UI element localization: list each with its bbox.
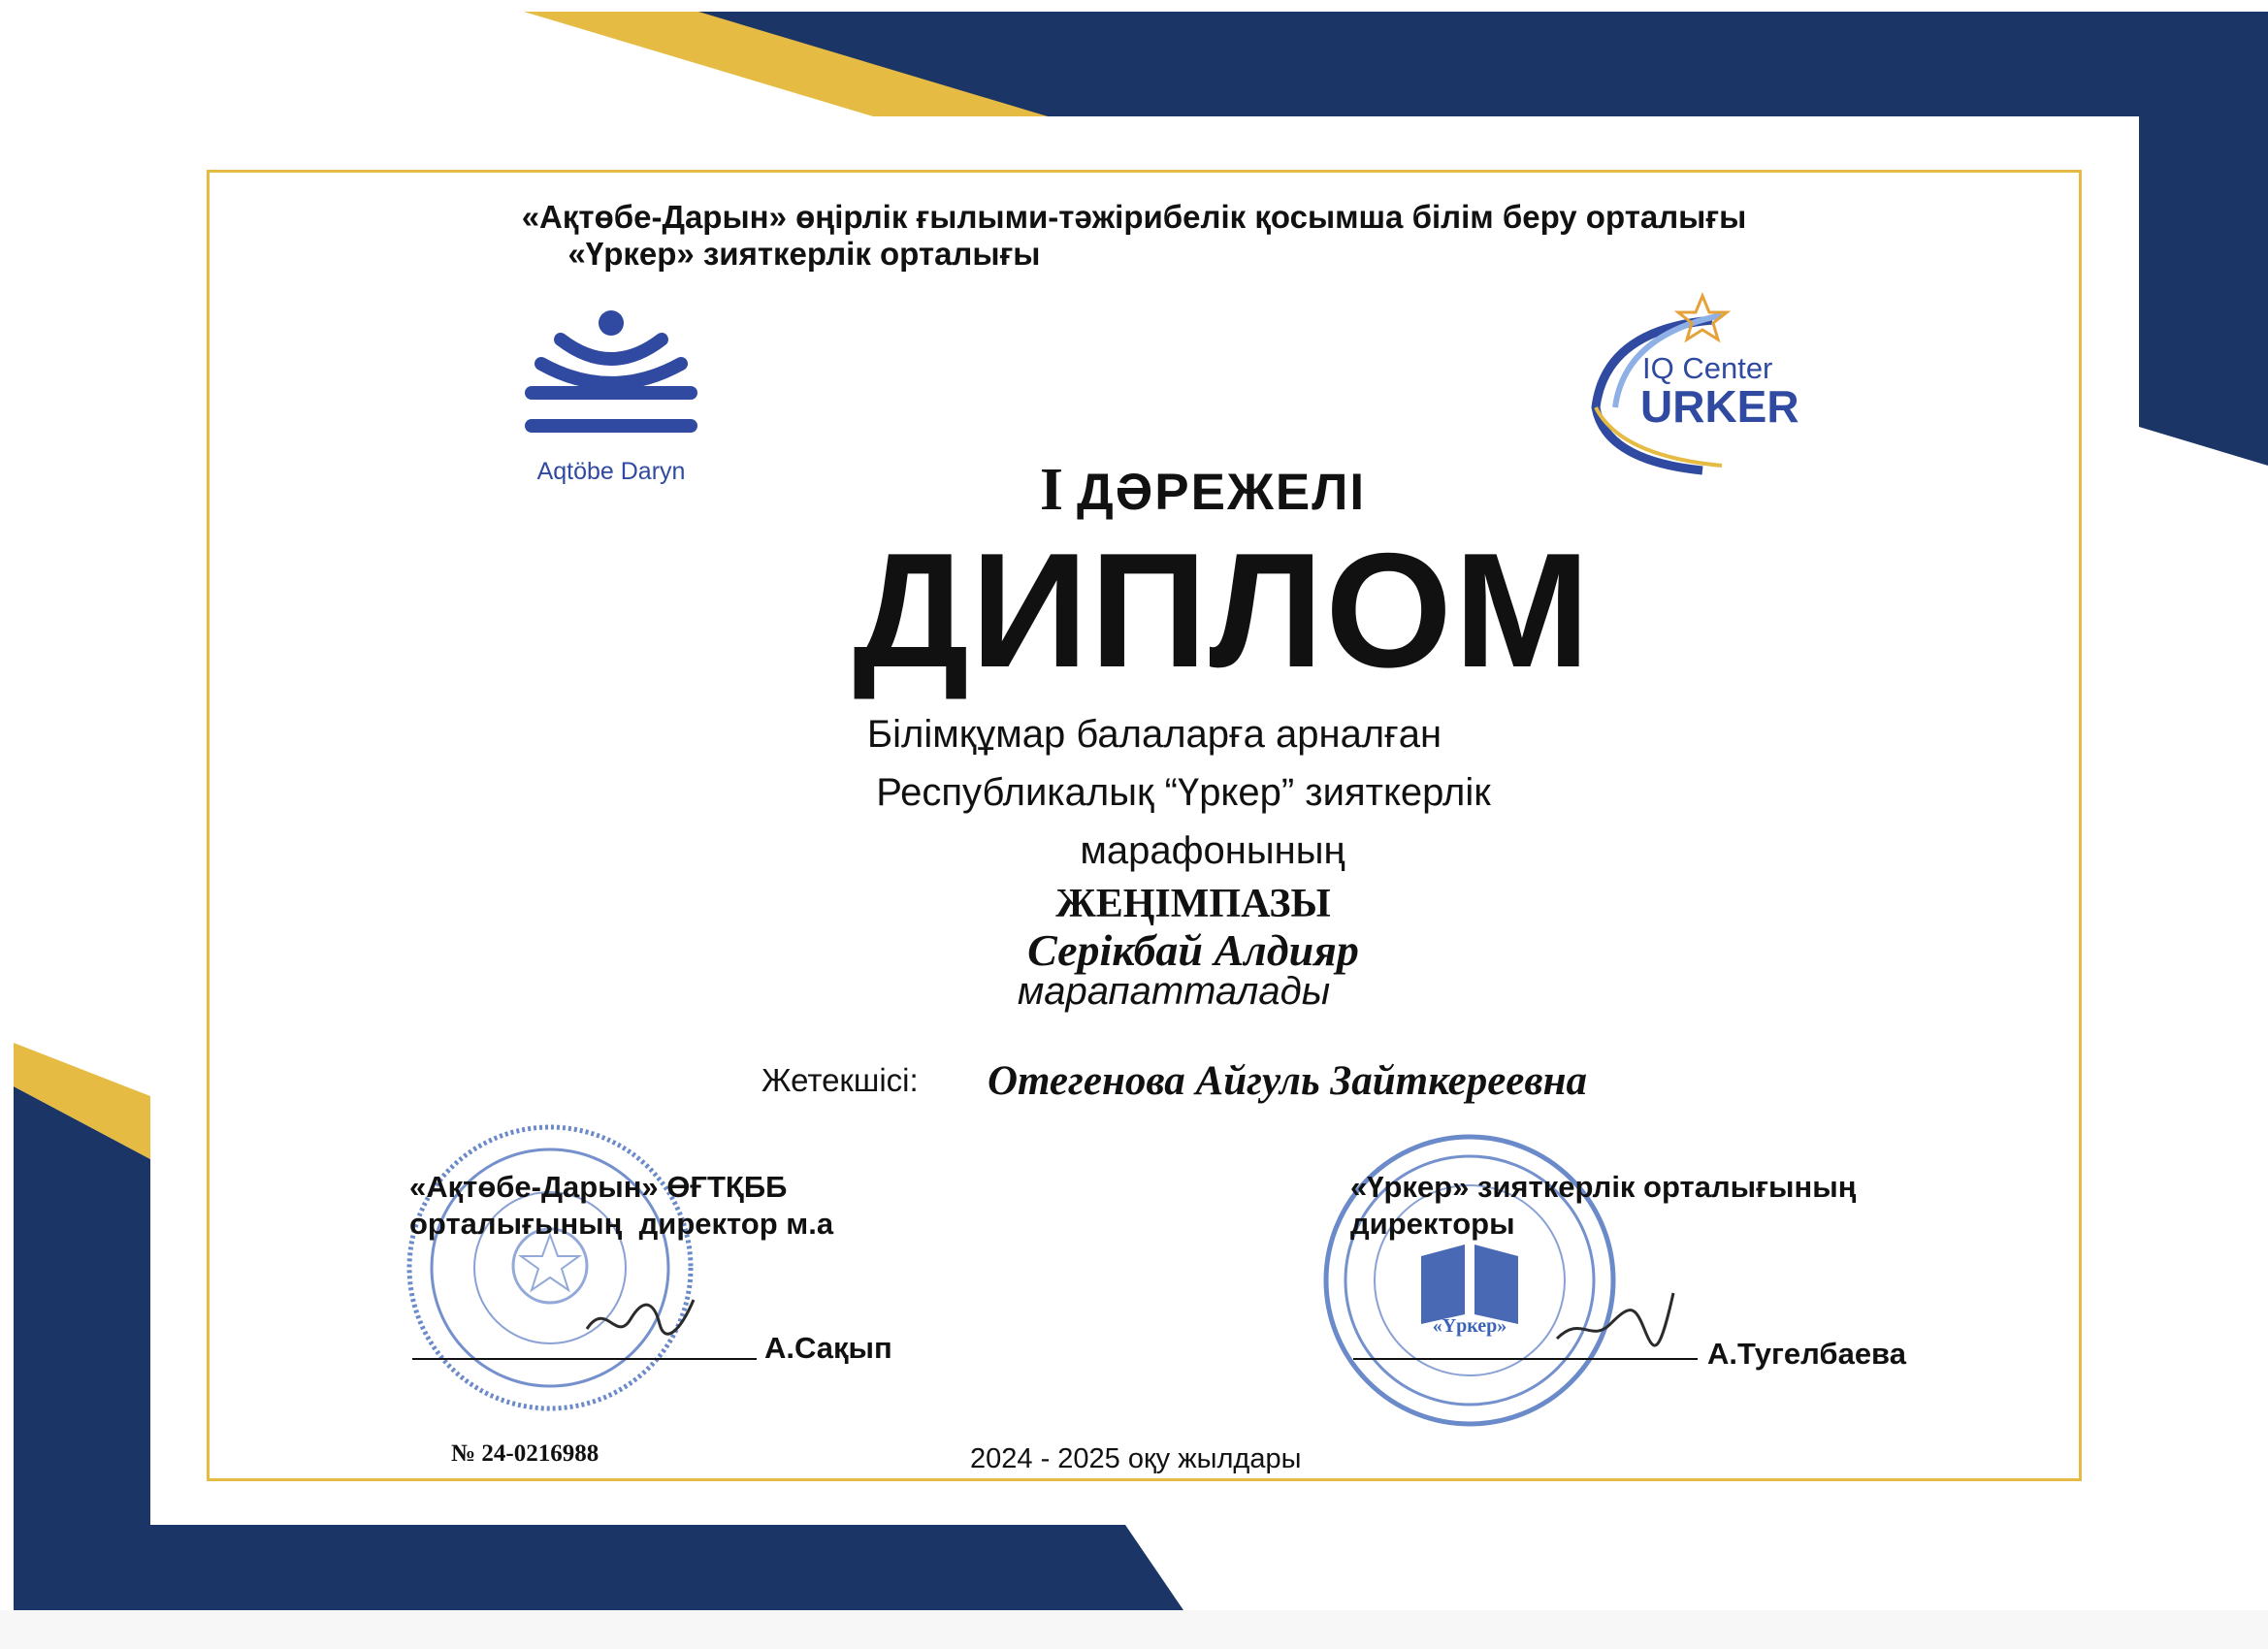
iq-center-text: IQ Center [1642, 351, 1773, 385]
right-stamp-text: «Үркер» [1432, 1315, 1507, 1337]
center-title: «Үркер» зияткерлік орталығы [567, 236, 1041, 272]
right-signatory-role [1350, 1169, 1856, 1243]
supervisor-name: Отегенова Айгуль Зайткереевна [988, 1058, 1587, 1104]
diploma-title: ДИПЛОМ [853, 519, 1592, 701]
degree-roman: I [1039, 457, 1066, 523]
right-signature-line [1353, 1358, 1698, 1360]
aqtobe-daryn-logo-text: Aqtöbe Daryn [536, 458, 686, 485]
waves-logo-icon [514, 306, 708, 441]
organization-title: «Ақтөбе-Дарын» өңірлік ғылыми-тәжірибелік қосымша білім беру орталығы [521, 199, 1747, 235]
left-handwritten-signature [582, 1290, 698, 1348]
right-role-line-2: директоры [1350, 1207, 1515, 1241]
left-round-stamp [403, 1120, 698, 1416]
body-line-2: Республикалық “Үркер” зияткерлік [876, 771, 1491, 814]
right-signatory-name: А.Тугелбаева [1707, 1337, 1906, 1371]
body-line-3: марафонының [1080, 829, 1345, 872]
left-role-line-2: орталығының директор м.а [409, 1207, 834, 1241]
awarded-text: марапатталады [1017, 970, 1331, 1013]
right-role-line-1: «Үркер» зияткерлік орталығының [1350, 1170, 1857, 1204]
academic-years: 2024 - 2025 оқу жылдары [970, 1443, 1302, 1474]
left-role-line-1: «Ақтөбе-Дарын» ӨҒТҚББ [409, 1170, 788, 1204]
winner-label: ЖЕҢІМПАЗЫ [1055, 882, 1331, 926]
recipient-name: Серікбай Алдияр [1027, 925, 1359, 975]
iq-center-urker-logo [1567, 291, 1819, 475]
degree-heading [970, 456, 1436, 525]
left-signatory-role [409, 1169, 833, 1243]
certificate-number: № 24-0216988 [451, 1440, 599, 1467]
right-handwritten-signature [1552, 1285, 1678, 1363]
aqtobe-daryn-logo [514, 306, 708, 485]
urker-text: URKER [1640, 381, 1799, 432]
left-signature-line [412, 1358, 757, 1360]
degree-word: ДӘРЕЖЕЛІ [1077, 464, 1367, 521]
supervisor-label: Жетекшісі: [761, 1062, 919, 1098]
body-line-1: Білімқұмар балаларға арналған [866, 713, 1442, 756]
left-signatory-name: А.Сақып [764, 1331, 892, 1365]
